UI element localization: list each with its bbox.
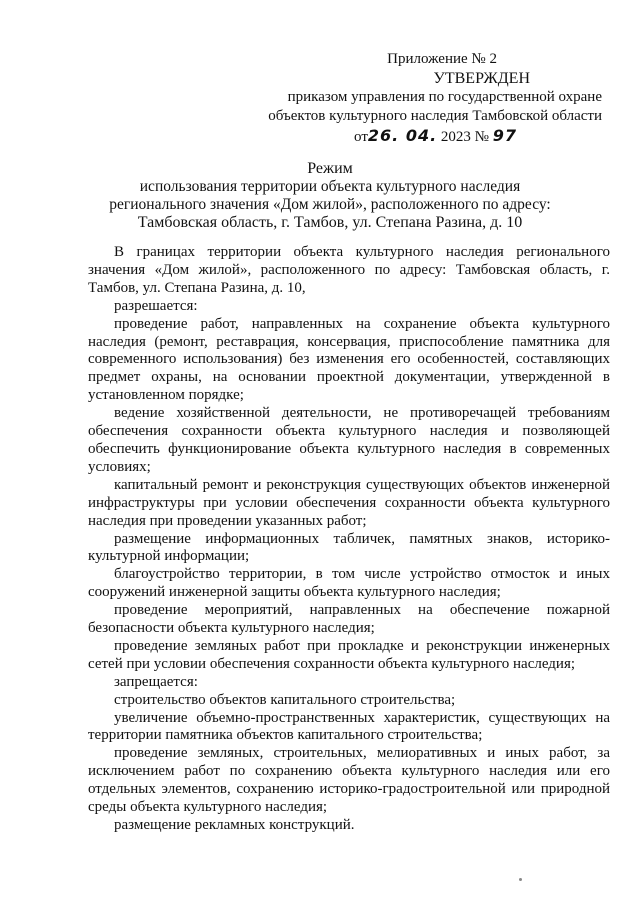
forbidden-item: увеличение объемно-пространственных характеристик, существующих на территории памятника объектов капитального строительства; [88, 709, 610, 744]
title-line-2: использования территории объекта культурного наследия [139, 178, 521, 195]
date-year: 2023 № [440, 129, 489, 145]
approved-stamp-text: УТВЕРЖДЕН [433, 70, 530, 87]
forbidden-heading: запрещается: [114, 673, 198, 690]
allowed-heading: разрешается: [114, 297, 198, 314]
forbidden-item: проведение земляных, строительных, мелиоративных и иных работ, за исключением работ по сохранению объекта культурного наследия или его отдельных элементов, сохранению историко-градостроительной или природной среды объекта культурного наследия; [88, 745, 610, 816]
appendix-header [242, 50, 602, 147]
allowed-item: проведение мероприятий, направленных на обеспечение пожарной безопасности объекта культурного наследия; [88, 602, 610, 637]
allowed-item: ведение хозяйственной деятельности, не противоречащей требованиям обеспечения сохранности объекта культурного наследия и позволяющей обеспечить функционирование объекта культурного наследия в современных условиях; [88, 405, 610, 475]
title-line-1: Режим [307, 160, 353, 177]
order-line-1: приказом управления по государственной охране [287, 89, 602, 105]
document-title [60, 160, 600, 232]
order-line-2: объектов культурного наследия Тамбовской области [268, 108, 602, 124]
appendix-number: Приложение № 2 [387, 51, 497, 67]
title-line-3: регионального значения «Дом жилой», расположенного по адресу: [109, 196, 551, 213]
allowed-item: размещение информационных табличек, памятных знаков, историко-культурной информации; [88, 530, 610, 565]
order-date-line [242, 126, 602, 147]
handwritten-date: 26. 04. [367, 126, 438, 145]
allowed-item: капитальный ремонт и реконструкция существующих объектов инженерной инфраструктуры при условии обеспечения сохранности объекта культурного наследия при проведении указанных работ; [88, 476, 610, 529]
date-prefix: от [354, 129, 368, 145]
forbidden-item: строительство объектов капитального строительства; [114, 691, 456, 708]
allowed-item: проведение земляных работ при прокладке и реконструкции инженерных сетей при условии обеспечения сохранности объекта культурного наследия; [88, 637, 610, 672]
intro-paragraph: В границах территории объекта культурного наследия регионального значения «Дом жилой», расположенного по адресу: Тамбовская область, г. Тамбов, ул. Степана Разина, д. 10, [88, 244, 610, 296]
title-line-4: Тамбовская область, г. Тамбов, ул. Степана Разина, д. 10 [137, 214, 523, 231]
allowed-item: благоустройство территории, в том числе устройство отмосток и иных сооружений инженерной защиты объекта культурного наследия; [88, 566, 610, 601]
handwritten-order-number: 97 [492, 126, 517, 145]
forbidden-item: размещение рекламных конструкций. [114, 817, 355, 833]
allowed-item: проведение работ, направленных на сохранение объекта культурного наследия (ремонт, реставрация, консервация, приспособление памятника для современного использования) без изменения его особенностей, составляющих предмет охраны, на основании проектной документации, утвержденной в установленном порядке; [88, 315, 610, 404]
scan-speck [519, 878, 522, 881]
document-body [88, 244, 610, 835]
